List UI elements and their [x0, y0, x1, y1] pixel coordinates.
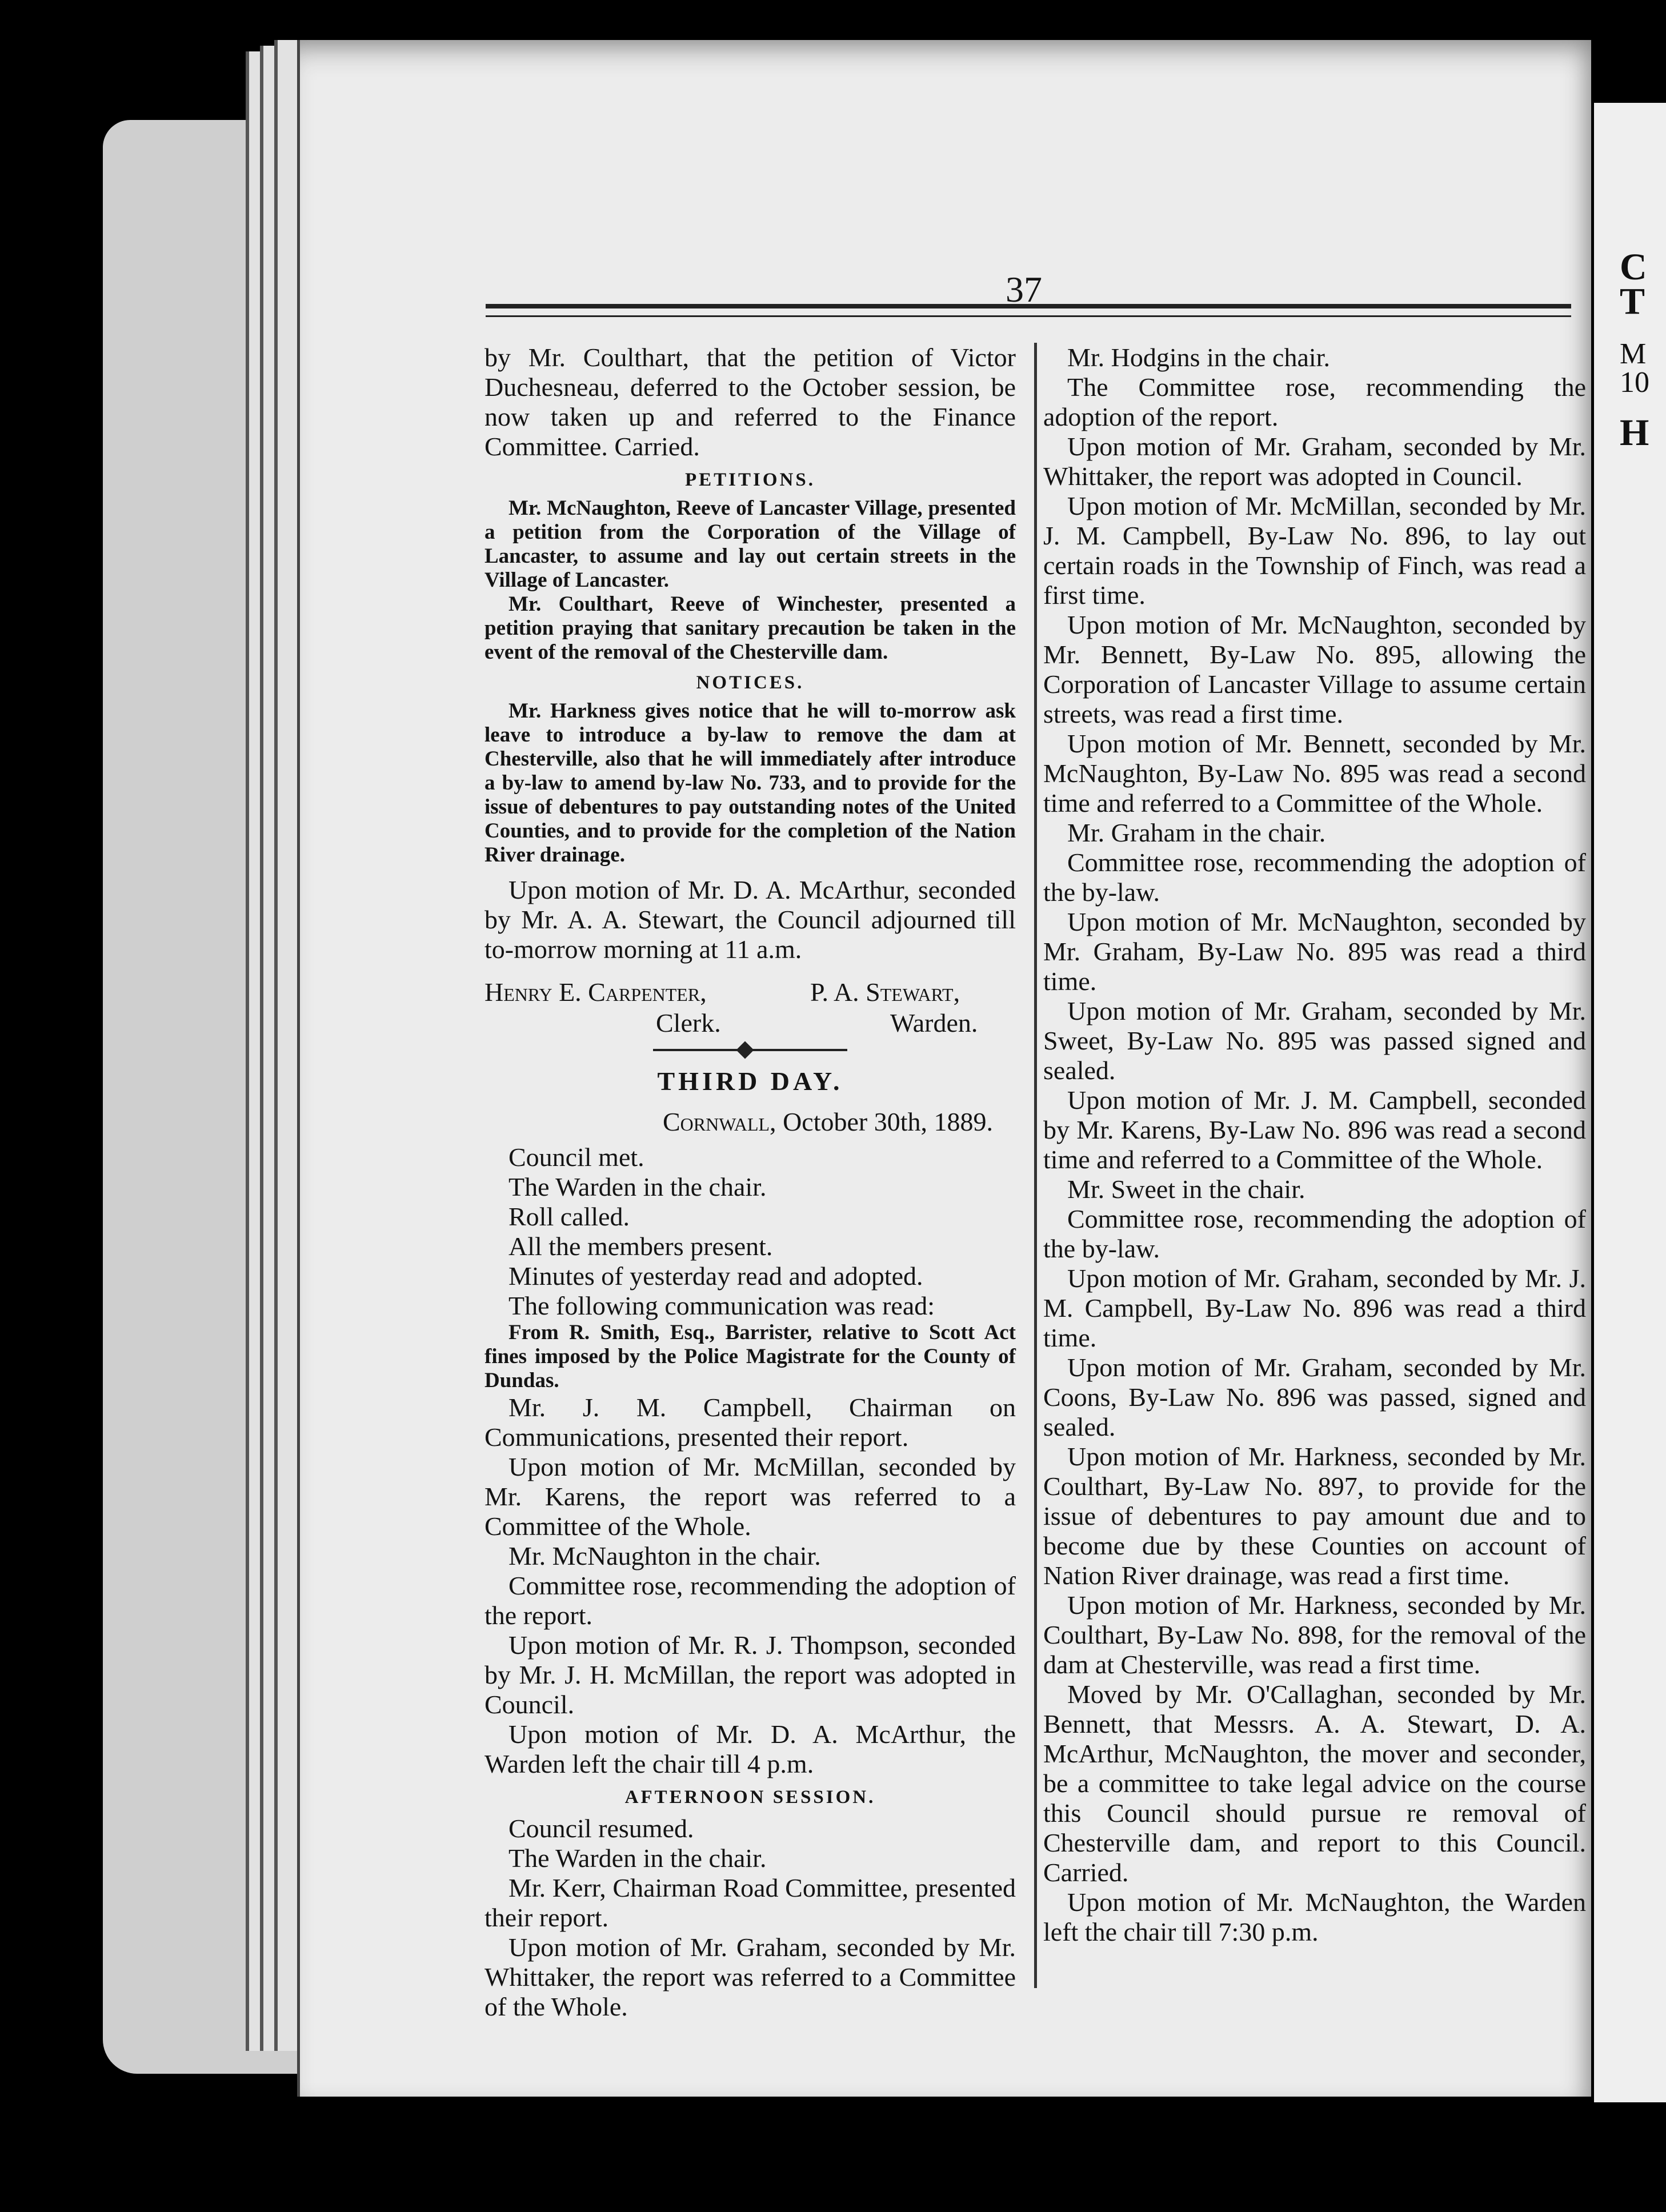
paragraph: The Warden in the chair. — [508, 1844, 767, 1873]
section-heading-third-day: THIRD DAY. — [657, 1067, 843, 1096]
adjacent-page-fragment: 10 — [1620, 366, 1649, 399]
paragraph: All the members present. — [508, 1232, 773, 1261]
clerk-title: Clerk. — [656, 1008, 721, 1037]
section-heading-notices: NOTICES. — [696, 672, 804, 693]
warden-name: P. A. Stewart, — [810, 977, 960, 1007]
signature-block — [484, 977, 1016, 1041]
paragraph: Upon motion of Mr. Graham, seconded by Mr. J. M. Campbell, By-Law No. 896 was read a third time. — [1043, 1264, 1586, 1352]
paragraph: Upon motion of Mr. McNaughton, seconded by Mr. Graham, By-Law No. 895 was read a third time. — [1043, 907, 1586, 996]
adjacent-page-fragment: T — [1620, 280, 1645, 322]
paragraph: Mr. Kerr, Chairman Road Committee, presented their report. — [484, 1873, 1016, 1932]
left-column — [484, 343, 1016, 2022]
right-column — [1043, 343, 1586, 1947]
paragraph: Mr. J. M. Campbell, Chairman on Communications, presented their report. — [484, 1393, 1016, 1452]
paragraph: Minutes of yesterday read and adopted. — [508, 1261, 923, 1291]
petition-item: Mr. McNaughton, Reeve of Lancaster Village, presented a petition from the Corporation of the Village of Lancaster, to assume and lay out certain streets in the Village of Lancaster. — [484, 496, 1016, 592]
communication-item: From R. Smith, Esq., Barrister, relative to Scott Act fines imposed by the Police Magistrate for the County of Dundas. — [484, 1321, 1016, 1392]
paragraph: Upon motion of Mr. Graham, seconded by Mr. Coons, By-Law No. 896 was passed, signed and sealed. — [1043, 1353, 1586, 1441]
paragraph: Mr. McNaughton in the chair. — [508, 1541, 821, 1570]
section-heading-afternoon: AFTERNOON SESSION. — [624, 1787, 876, 1808]
paragraph: The following communication was read: — [508, 1291, 935, 1320]
paragraph: Upon motion of Mr. Harkness, seconded by Mr. Coulthart, By-Law No. 897, to provide for the issue of debentures to pay amount due and to become due by these Counties on account of Nation River drainage, was read a first time. — [1043, 1442, 1586, 1590]
paragraph: Upon motion of Mr. Graham, seconded by Mr. Sweet, By-Law No. 895 was passed signed and sealed. — [1043, 996, 1586, 1085]
paragraph: Upon motion of Mr. Bennett, seconded by Mr. McNaughton, By-Law No. 895 was read a second time and referred to a Committee of the Whole. — [1043, 729, 1586, 818]
petition-item: Mr. Coulthart, Reeve of Winchester, presented a petition praying that sanitary precaution be taken in the event of the removal of the Chesterville dam. — [484, 592, 1016, 664]
paragraph: Upon motion of Mr. R. J. Thompson, seconded by Mr. J. H. McMillan, the report was adopted in Council. — [484, 1630, 1016, 1719]
paragraph: Upon motion of Mr. McNaughton, seconded by Mr. Bennett, By-Law No. 895, allowing the Corporation of Lancaster Village to assume certain streets, was read a first time. — [1043, 610, 1586, 728]
adjacent-page-fragment: C — [1620, 246, 1647, 288]
paragraph: Upon motion of Mr. Graham, seconded by Mr. Whittaker, the report was referred to a Committee of the Whole. — [484, 1933, 1016, 2021]
paragraph: Upon motion of Mr. Graham, seconded by Mr. Whittaker, the report was adopted in Council. — [1043, 432, 1586, 491]
notice-item: Mr. Harkness gives notice that he will to-morrow ask leave to introduce a by-law to remove the dam at Chesterville, also that he will immediately after introduce a by-law to amend by-law No. 733, and to provide for the issue of debentures to pay outstanding notes of the United Counties, and to provide for the completion of the Nation River drainage. — [484, 699, 1016, 867]
paragraph: The Committee rose, recommending the adoption of the report. — [1043, 372, 1586, 431]
paragraph: Upon motion of Mr. D. A. McArthur, the Warden left the chair till 4 p.m. — [484, 1720, 1016, 1778]
paragraph: Roll called. — [508, 1202, 630, 1231]
paragraph: Upon motion of Mr. McMillan, seconded by Mr. Karens, the report was referred to a Committee of the Whole. — [484, 1452, 1016, 1541]
paragraph: Committee rose, recommending the adoption of the by-law. — [1043, 1204, 1586, 1263]
paragraph: by Mr. Coulthart, that the petition of Victor Duchesneau, deferred to the October session, be now taken up and referred to the Finance Committee. Carried. — [484, 343, 1016, 461]
page-number: 37 — [1006, 269, 1042, 310]
paragraph: Committee rose, recommending the adoption of the report. — [484, 1571, 1016, 1630]
clerk-name: Henry E. Carpenter, — [484, 977, 707, 1007]
paragraph: Council resumed. — [508, 1814, 694, 1843]
paragraph: Committee rose, recommending the adoption of the by-law. — [1043, 848, 1586, 907]
header-rule — [486, 304, 1571, 317]
dateline-place: Cornwall, — [662, 1107, 776, 1136]
paragraph: Mr. Sweet in the chair. — [1067, 1175, 1305, 1204]
paragraph: Upon motion of Mr. McMillan, seconded by Mr. J. M. Campbell, By-Law No. 896, to lay out certain roads in the Township of Finch, was read a first time. — [1043, 491, 1586, 610]
paragraph: Upon motion of Mr. D. A. McArthur, seconded by Mr. A. A. Stewart, the Council adjourned till to-morrow morning at 11 a.m. — [484, 875, 1016, 964]
paragraph: Mr. Graham in the chair. — [1067, 818, 1326, 847]
paragraph: Upon motion of Mr. Harkness, seconded by Mr. Coulthart, By-Law No. 898, for the removal of the dam at Chesterville, was read a first time. — [1043, 1590, 1586, 1679]
paragraph: Mr. Hodgins in the chair. — [1067, 343, 1330, 372]
adjacent-page-fragment: M — [1620, 338, 1647, 370]
dateline-date: October 30th, 1889. — [783, 1107, 993, 1136]
adjacent-page — [1594, 103, 1666, 2102]
warden-title: Warden. — [890, 1008, 978, 1037]
paragraph: Upon motion of Mr. McNaughton, the Warden left the chair till 7:30 p.m. — [1043, 1888, 1586, 1946]
section-heading-petitions: PETITIONS. — [685, 470, 815, 490]
paragraph: Upon motion of Mr. J. M. Campbell, seconded by Mr. Karens, By-Law No. 896 was read a second time and referred to a Committee of the Whole. — [1043, 1085, 1586, 1174]
paragraph: Moved by Mr. O'Callaghan, seconded by Mr. Bennett, that Messrs. A. A. Stewart, D. A. McArthur, McNaughton, the mover and seconder, be a committee to take legal advice on the course this Council should pursue re removal of Chesterville dam, and report to this Council. Carried. — [1043, 1680, 1586, 1887]
paragraph: The Warden in the chair. — [508, 1172, 767, 1201]
ornamental-rule — [653, 1049, 847, 1051]
dateline — [484, 1107, 1016, 1137]
column-divider — [1034, 343, 1037, 1988]
paragraph: Council met. — [508, 1143, 644, 1172]
adjacent-page-fragment: H — [1620, 412, 1649, 454]
